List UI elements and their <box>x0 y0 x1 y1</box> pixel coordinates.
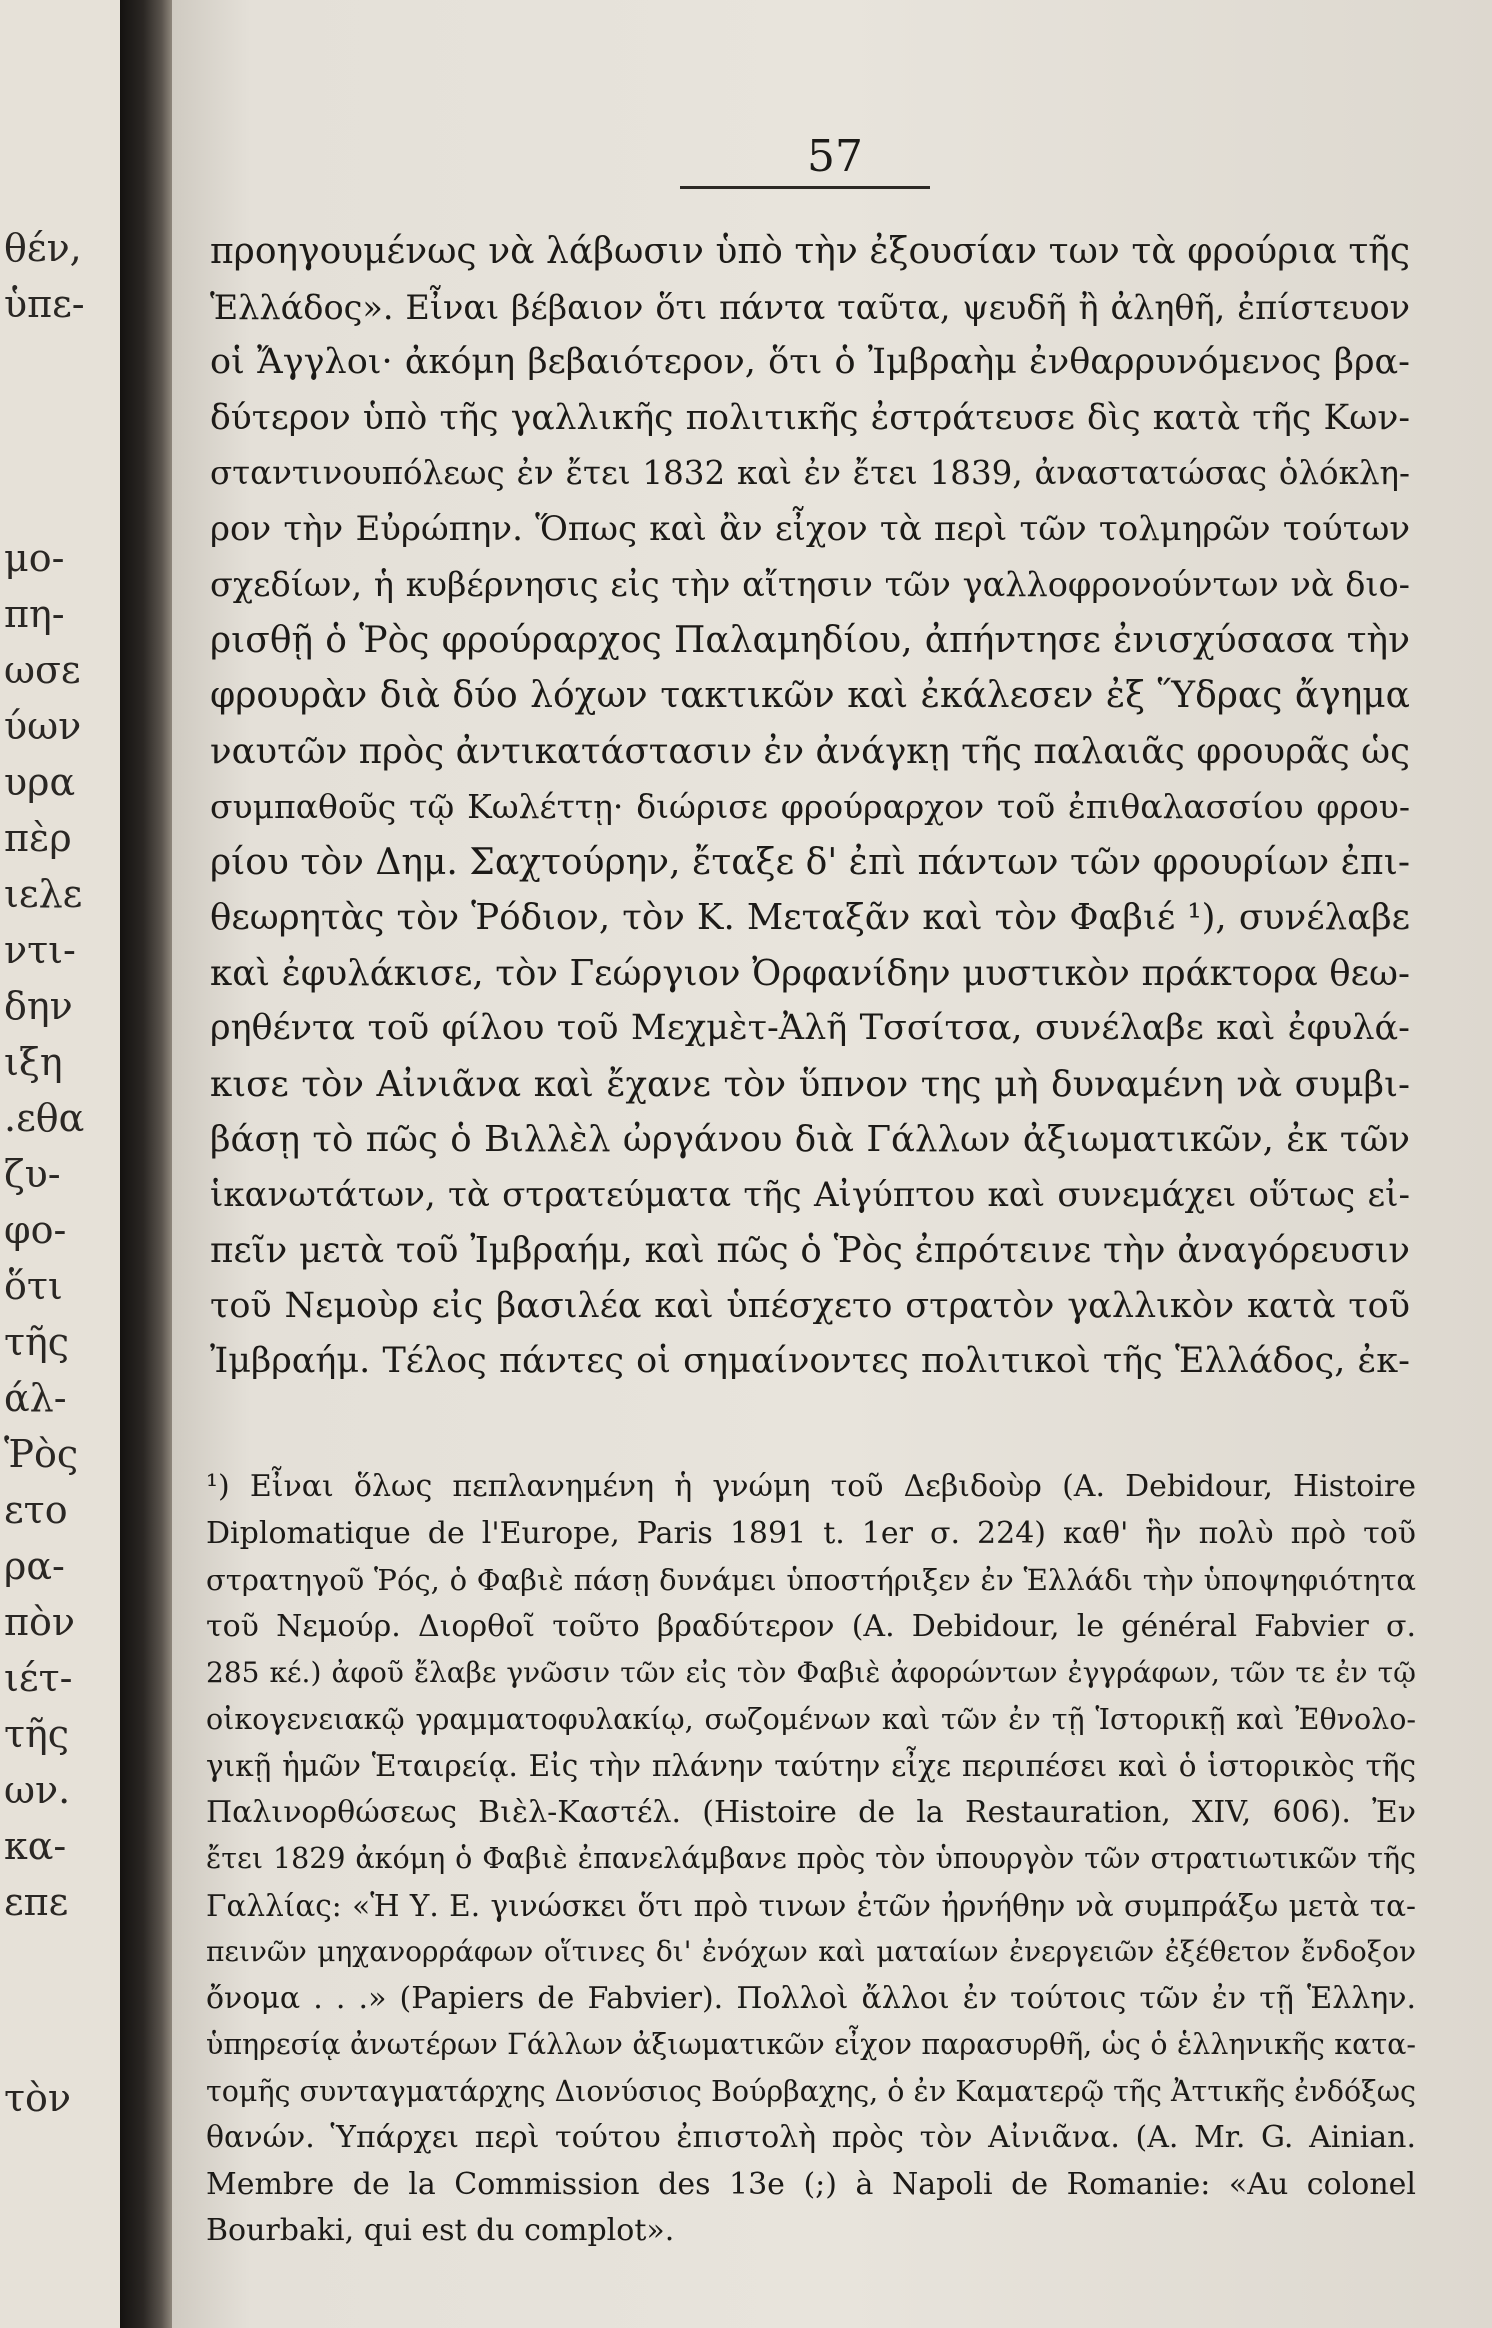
margin-fragment: δην <box>4 984 73 1028</box>
footnote-line: τομῆς συνταγματάρχης Διονύσιος Βούρβαχης, ὁ ἐν Καματερῷ τῆς Ἀττικῆς ἐνδόξως <box>206 2074 1416 2108</box>
margin-fragment: άλ- <box>4 1376 67 1420</box>
text-line: σταντινουπόλεως ἐν ἔτει 1832 καὶ ἐν ἔτει 1839, ἀναστατώσας ὁλόκλη- <box>210 454 1410 492</box>
margin-fragment: ωσε <box>4 648 81 692</box>
margin-fragment: ων. <box>4 1768 71 1812</box>
adjacent-page-margin <box>0 0 120 2328</box>
margin-fragment: ρα- <box>4 1544 65 1588</box>
text-line: ρηθέντα τοῦ φίλου τοῦ Μεχμὲτ-Ἀλῆ Τσσίτσα, συνέλαβε καὶ ἐφυλά- <box>210 1008 1410 1048</box>
margin-fragment: ιέτ- <box>4 1656 73 1700</box>
footnote-line: Γαλλίας: «Ἡ Υ. Ε. γινώσκει ὅτι πρὸ τινων ἐτῶν ἠρνήθην νὰ συμπράξω μετὰ τα- <box>206 1888 1416 1923</box>
text-line: βάσῃ τὸ πῶς ὁ Βιλλὲλ ὠργάνου διὰ Γάλλων ἀξιωματικῶν, ἐκ τῶν <box>210 1119 1410 1160</box>
text-line: σχεδίων, ἡ κυβέρνησις εἰς τὴν αἴτησιν τῶν γαλλοφρονούντων νὰ διο- <box>210 565 1410 604</box>
text-line: πεῖν μετὰ τοῦ Ἰμβραήμ, καὶ πῶς ὁ Ῥὸς ἐπρότεινε τὴν ἀναγόρευσιν <box>210 1230 1410 1271</box>
footnote-line: ὄνομα . . .» (Papiers de Fabvier). Πολλοὶ ἄλλοι ἐν τούτοις τῶν ἐν τῇ Ἑλλην. <box>206 1980 1416 2016</box>
margin-fragment: πη- <box>4 592 65 636</box>
margin-fragment: ιελε <box>4 872 83 916</box>
footnote-line: Παλινορθώσεως Βιὲλ-Καστέλ. (Histoire de la Restauration, XIV, 606). Ἐν <box>206 1794 1416 1830</box>
margin-fragment: .εθα <box>4 1096 85 1140</box>
footnotes <box>206 1464 1416 2255</box>
footnote-line: γικῇ ἡμῶν Ἑταιρείᾳ. Εἰς τὴν πλάνην ταύτην εἶχε περιπέσει καὶ ὁ ἱστορικὸς τῆς <box>206 1749 1416 1783</box>
footnote-line: Diplomatique de l'Europe, Paris 1891 t. 1er σ. 224) καθ' ἣν πολὺ πρὸ τοῦ <box>206 1515 1416 1551</box>
margin-fragment: πὲρ <box>4 816 72 860</box>
text-line: Ἰμβραήμ. Τέλος πάντες οἱ σημαίνοντες πολιτικοὶ τῆς Ἑλλάδος, ἐκ- <box>210 1341 1410 1381</box>
page-number-rule <box>680 186 930 189</box>
margin-fragment: φο- <box>4 1208 67 1252</box>
margin-fragment: ζυ- <box>4 1152 61 1196</box>
footnote-line: τοῦ Νεμούρ. Διορθοῖ τοῦτο βραδύτερον (A. Debidour, le général Fabvier σ. <box>206 1608 1416 1644</box>
margin-fragment: επε <box>4 1880 69 1924</box>
footnote-line: πεινῶν μηχανορράφων οἵτινες δι' ἐνόχων καὶ ματαίων ἐνεργειῶν ἐξέθετον ἔνδοξον <box>206 1935 1416 1968</box>
text-line: ρίου τὸν Δημ. Σαχτούρην, ἔταξε δ' ἐπὶ πάντων τῶν φρουρίων ἐπι- <box>210 841 1410 883</box>
footnote-line: θανών. Ὑπάρχει περὶ τούτου ἐπιστολὴ πρὸς τὸν Αἰνιᾶνα. (A. Mr. G. Ainian. <box>206 2120 1416 2155</box>
margin-fragment: ὑπε- <box>4 282 85 326</box>
margin-fragment: ετο <box>4 1488 68 1532</box>
margin-fragment: τῆς <box>4 1712 70 1756</box>
margin-fragment: ντι- <box>4 928 76 972</box>
book-gutter <box>120 0 172 2328</box>
text-line: φρουρὰν διὰ δύο λόχων τακτικῶν καὶ ἐκάλεσεν ἐξ Ὕδρας ἄγημα <box>210 675 1410 716</box>
margin-fragment: ύων <box>4 704 82 748</box>
text-line: ρον τὴν Εὐρώπην. Ὅπως καὶ ἂν εἶχον τὰ περὶ τῶν τολμηρῶν τούτων <box>210 508 1410 549</box>
margin-fragment: μο- <box>4 536 65 580</box>
margin-fragment: ὅτι <box>4 1264 63 1308</box>
margin-fragment: θέν, <box>4 226 82 270</box>
text-line: Ἑλλάδος». Εἶναι βέβαιον ὅτι πάντα ταῦτα, ψευδῆ ἢ ἀληθῆ, ἐπίστευον <box>210 287 1410 327</box>
text-line: οἱ Ἄγγλοι· ἀκόμη βεβαιότερον, ὅτι ὁ Ἰμβραὴμ ἐνθαρρυνόμενος βρα- <box>210 342 1410 382</box>
footnote-line: Bourbaki, qui est du complot». <box>206 2213 675 2248</box>
margin-fragment: πὸν <box>4 1600 75 1644</box>
footnote-line: οἰκογενειακῷ γραμματοφυλακίῳ, σωζομένων καὶ τῶν ἐν τῇ Ἱστορικῇ καὶ Ἐθνολο- <box>206 1702 1416 1736</box>
body-text <box>210 224 1410 1390</box>
text-line: συμπαθοῦς τῷ Κωλέττῃ· διώρισε φρούραρχον τοῦ ἐπιθαλασσίου φρου- <box>210 787 1410 826</box>
text-line: προηγουμένως νὰ λάβωσιν ὑπὸ τὴν ἐξουσίαν των τὰ φρούρια τῆς <box>210 231 1410 272</box>
text-line: καὶ ἐφυλάκισε, τὸν Γεώργιον Ὀρφανίδην μυστικὸν πράκτορα θεω- <box>210 952 1410 994</box>
text-line: τοῦ Νεμοὺρ εἰς βασιλέα καὶ ὑπέσχετο στρατὸν γαλλικὸν κατὰ τοῦ <box>210 1285 1410 1326</box>
margin-fragment: κα- <box>4 1824 67 1868</box>
text-line: θεωρητὰς τὸν Ῥόδιον, τὸν Κ. Μεταξᾶν καὶ τὸν Φαβιέ ¹), συνέλαβε <box>210 897 1410 938</box>
footnote-line: ὑπηρεσίᾳ ἀνωτέρων Γάλλων ἀξιωματικῶν εἶχον παρασυρθῆ, ὡς ὁ ἑλληνικῆς κατα- <box>206 2028 1416 2061</box>
text-line: ἱκανωτάτων, τὰ στρατεύματα τῆς Αἰγύπτου καὶ συνεμάχει οὕτως εἰ- <box>210 1174 1410 1215</box>
footnote-line: στρατηγοῦ Ῥός, ὁ Φαβιὲ πάσῃ δυνάμει ὑποστήριξεν ἐν Ἑλλάδι τὴν ὑποψηφιότητα <box>206 1563 1416 1597</box>
footnote-line: ¹) Εἶναι ὅλως πεπλανημένη ἡ γνώμη τοῦ Δεβιδοὺρ (A. Debidour, Histoire <box>206 1469 1416 1504</box>
margin-fragment: τὸν <box>4 2076 72 2120</box>
margin-fragment: υρα <box>4 760 76 804</box>
text-line: ρισθῇ ὁ Ῥὸς φρούραρχος Παλαμηδίου, ἀπήντησε ἐνισχύσασα τὴν <box>210 619 1410 661</box>
margin-fragment: Ῥὸς <box>4 1432 79 1476</box>
text-line: δύτερον ὑπὸ τῆς γαλλικῆς πολιτικῆς ἐστράτευσε δὶς κατὰ τῆς Κων- <box>210 397 1410 438</box>
margin-fragment: ιξη <box>4 1040 63 1084</box>
footnote-line: 285 κέ.) ἀφοῦ ἔλαβε γνῶσιν τῶν εἰς τὸν Φαβιὲ ἀφορώντων ἐγγράφων, τῶν τε ἐν τῷ <box>206 1656 1416 1689</box>
footnote-line: Membre de la Commission des 13e (;) à Napoli de Romanie: «Au colonel <box>206 2166 1416 2202</box>
text-line: κισε τὸν Αἰνιᾶνα καὶ ἔχανε τὸν ὕπνον της μὴ δυναμένη νὰ συμβι- <box>210 1063 1410 1105</box>
book-page <box>172 0 1492 2328</box>
text-line: ναυτῶν πρὸς ἀντικατάστασιν ἐν ἀνάγκῃ τῆς παλαιᾶς φρουρᾶς ὡς <box>210 730 1410 772</box>
page-number: 57 <box>807 131 863 182</box>
margin-fragment: τῆς <box>4 1320 70 1364</box>
footnote-line: ἔτει 1829 ἀκόμη ὁ Φαβιὲ ἐπανελάμβανε πρὸς τὸν ὑπουργὸν τῶν στρατιωτικῶν τῆς <box>206 1842 1416 1875</box>
